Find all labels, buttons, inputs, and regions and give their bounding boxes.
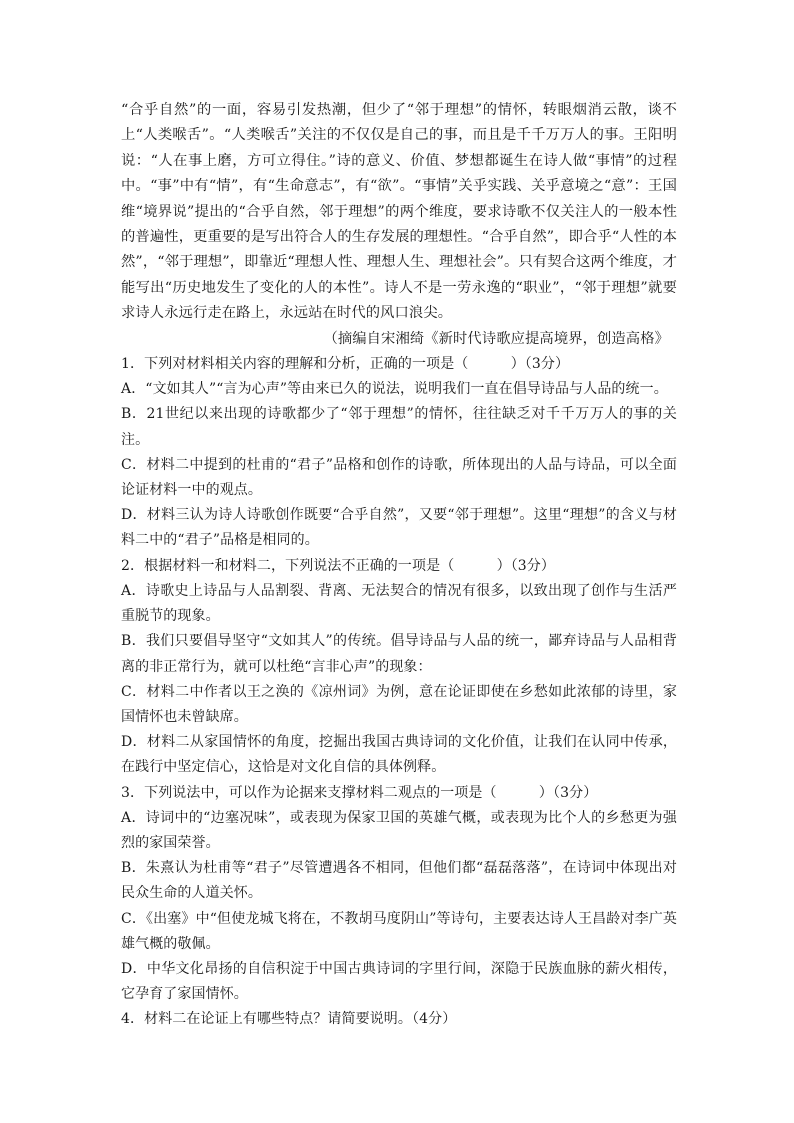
question-stem: 4．材料二在论证上有哪些特点？请简要说明。（4分） — [121, 1011, 457, 1028]
question-3 — [121, 781, 677, 1008]
passage-paragraph: “合乎自然”的一面，容易引发热潮，但少了“邻于理想”的情怀，转眼烟消云散，谈不上“人类喉舌”。“人类喉舌”关注的不仅仅是自己的事，而且是千千万万人的事。王阳明说：“人在事上磨，方可立得住。”诗的意义、价值、梦想都诞生在诗人做“事情”的过程中。“事”中有“情”，有“生命意志”，有“欲”。“事情”关乎实践、关乎意境之“意”：王国维“境界说”提出的“合乎自然，邻于理想”的两个维度，要求诗歌不仅关注人的一般本性的普遍性，更重要的是写出符合人的生存发展的理想性。“合乎自然”，即合乎“人性的本然”，“邻于理想”，即靠近“理想人性、理想人生、理想社会”。只有契合这两个维度，才能写出“历史地发生了变化的人的本性”。诗人不是一劳永逸的“职业”，“邻于理想”就要求诗人永远行走在路上，永远站在时代的风口浪尖。 — [121, 102, 677, 322]
option-b: B．21世纪以来出现的诗歌都少了“邻于理想”的情怀，往往缺乏对千千万万人的事的关注。 — [121, 406, 677, 448]
question-stem: 1．下列对材料相关内容的理解和分析，正确的一项是（ ）（3分） — [121, 356, 570, 373]
question-2 — [121, 554, 677, 781]
question-4 — [121, 1007, 677, 1032]
source-citation: （摘编自宋湘绮《新时代诗歌应提高境界，创造高格》 — [323, 330, 669, 347]
option-c: C．材料二中作者以王之涣的《凉州词》为例，意在论证即使在乡愁如此浓郁的诗里，家国情怀也未曾缺席。 — [121, 683, 677, 725]
document-page — [121, 98, 677, 1033]
question-1 — [121, 352, 677, 554]
option-a: A．诗歌史上诗品与人品割裂、背离、无法契合的情况有很多，以致出现了创作与生活严重脱节的现象。 — [121, 582, 677, 625]
option-b: B．朱熹认为杜甫等“君子”尽管遭遇各不相同，但他们都“磊磊落落”，在诗词中体现出对民众生命的人道关怀。 — [121, 860, 677, 902]
option-d: D．材料三认为诗人诗歌创作既要“合乎自然”，又要“邻于理想”。这里“理想”的含义与材料二中的“君子”品格是相同的。 — [121, 507, 677, 549]
option-a: A．“文如其人”“言为心声”等由来已久的说法，说明我们一直在倡导诗品与人品的统一。 — [121, 381, 668, 398]
option-c: C．材料二中提到的杜甫的“君子”品格和创作的诗歌，所体现出的人品与诗品，可以全面论证材料一中的观点。 — [121, 456, 677, 499]
option-d: D．材料二从家国情怀的角度，挖掘出我国古典诗词的文化价值，让我们在认同中传承，在践行中坚定信心，这恰是对文化自信的具体例释。 — [121, 734, 677, 776]
option-a: A．诗词中的“边塞况味”，或表现为保家卫国的英雄气概，或表现为比个人的乡愁更为强烈的家国荣誉。 — [121, 809, 677, 851]
option-d: D．中华文化昂扬的自信积淀于中国古典诗词的字里行间，深隐于民族血脉的薪火相传，它孕育了家国情怀。 — [121, 960, 677, 1003]
question-stem: 2．根据材料一和材料二，下列说法不正确的一项是（ ）（3分） — [121, 557, 556, 574]
option-c: C．《出塞》中“但使龙城飞将在，不教胡马度阴山”等诗句，主要表达诗人王昌龄对李广英雄气概的敬佩。 — [121, 910, 677, 952]
question-stem: 3．下列说法中，可以作为论据来支撑材料二观点的一项是（ ）（3分） — [121, 784, 598, 801]
option-b: B．我们只要倡导坚守“文如其人”的传统。倡导诗品与人品的统一，鄙弃诗品与人品相背离的非正常行为，就可以杜绝“言非心声”的现象： — [121, 633, 677, 675]
